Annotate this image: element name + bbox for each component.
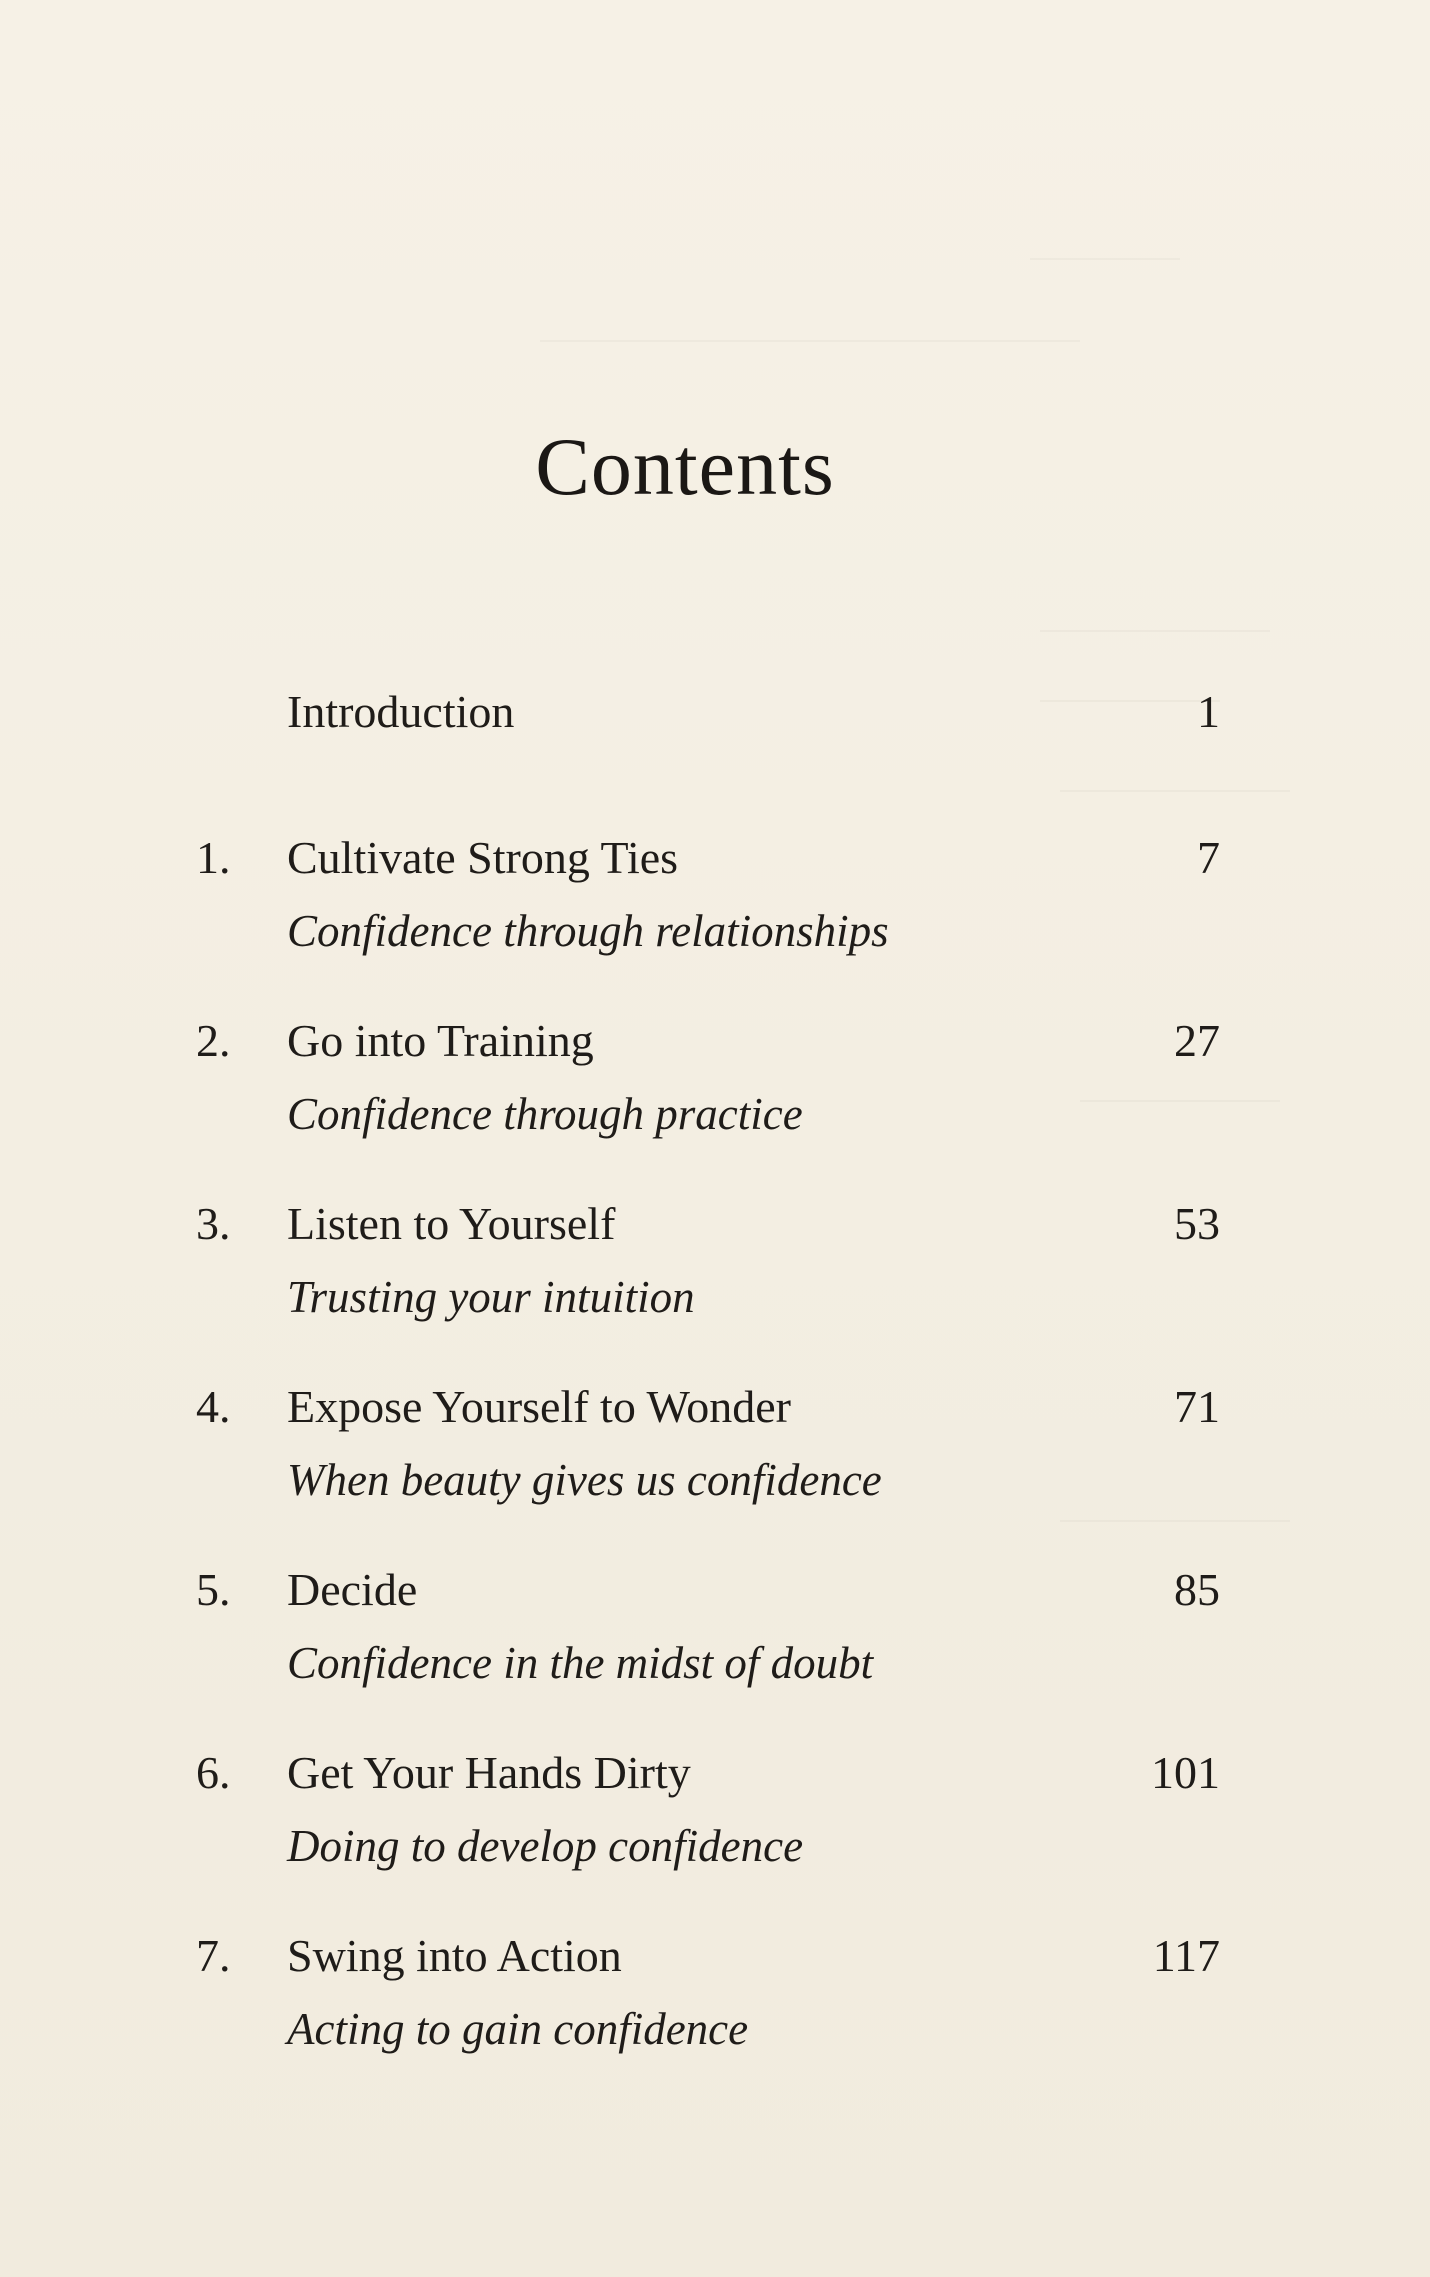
toc-entry-number: 6. (196, 1747, 231, 1798)
page-title: Contents (535, 421, 835, 512)
toc-entry-page: 7 (1197, 832, 1220, 883)
toc-entry-page: 1 (1197, 686, 1220, 737)
toc-entry-subtitle: Confidence through relationships (287, 906, 889, 956)
toc-entry-title: Decide (287, 1564, 418, 1615)
toc-entry-subtitle: Confidence through practice (287, 1089, 803, 1139)
toc-entry-title: Listen to Yourself (287, 1198, 616, 1249)
toc-entry-subtitle: Doing to develop confidence (287, 1821, 804, 1871)
toc-entry-title: Go into Training (287, 1015, 594, 1066)
show-through-line (1030, 258, 1180, 260)
toc-entry-page: 101 (1151, 1747, 1220, 1798)
toc-entry-page: 117 (1152, 1930, 1220, 1981)
toc-entry-title: Expose Yourself to Wonder (287, 1381, 791, 1432)
toc-entry-title: Get Your Hands Dirty (287, 1747, 691, 1798)
toc-entry-subtitle: Confidence in the midst of doubt (287, 1638, 874, 1688)
toc-entry-subtitle: When beauty gives us confidence (287, 1455, 882, 1505)
show-through-line (1040, 630, 1270, 632)
show-through-line (1060, 1520, 1290, 1522)
show-through-line (1060, 790, 1290, 792)
toc-entry-page: 71 (1174, 1381, 1220, 1432)
toc-entry-number: 2. (196, 1015, 231, 1066)
show-through-line (1040, 700, 1220, 702)
toc-entry-number: 5. (196, 1564, 231, 1615)
toc-entry-page: 27 (1174, 1015, 1220, 1066)
toc-entry-subtitle: Trusting your intuition (287, 1272, 695, 1322)
toc-entry-number: 4. (196, 1381, 231, 1432)
toc-entry-page: 53 (1174, 1198, 1220, 1249)
show-through-line (1080, 1100, 1280, 1102)
toc-entry-page: 85 (1174, 1564, 1220, 1615)
show-through-line (540, 340, 1080, 342)
toc-entry-number: 1. (196, 832, 231, 883)
toc-entry-title: Swing into Action (287, 1930, 622, 1981)
toc-entry-title: Cultivate Strong Ties (287, 832, 679, 883)
toc-entry-subtitle: Acting to gain confidence (287, 2004, 749, 2054)
toc-entry-number: 7. (196, 1930, 231, 1981)
toc-entry-title: Introduction (287, 686, 515, 737)
toc-entry-number: 3. (196, 1198, 231, 1249)
